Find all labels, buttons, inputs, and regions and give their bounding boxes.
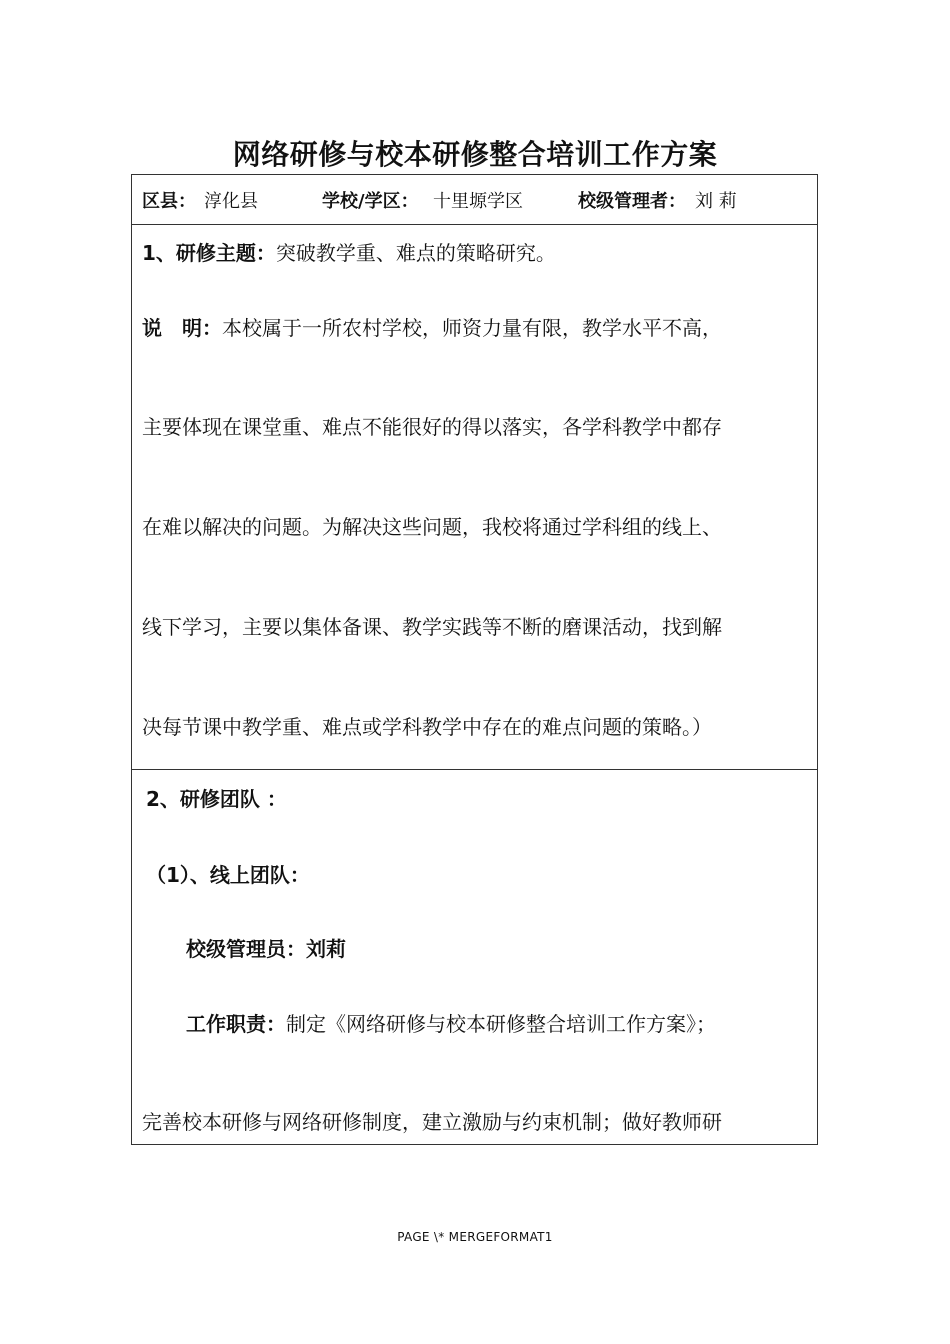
- team-heading: 2、研修团队 ：: [146, 787, 287, 811]
- theme-label: 1、研修主题：: [142, 241, 276, 265]
- theme-line: [142, 241, 556, 265]
- manager-label: 校级管理者：: [578, 191, 686, 212]
- note-line-4: 线下学习，主要以集体备课、教学实践等不断的磨课活动，找到解: [142, 615, 722, 639]
- school-label: 学校/学区：: [322, 191, 419, 212]
- note-label: 说 明：: [142, 316, 222, 340]
- admin-line: 校级管理员：刘莉: [186, 937, 346, 961]
- page-footer: PAGE \* MERGEFORMAT1: [397, 1230, 553, 1244]
- header-row-divider: [132, 224, 817, 225]
- duty-first: 制定《网络研修与校本研修整合培训工作方案》；: [286, 1012, 716, 1036]
- theme-value: 突破教学重、难点的策略研究。: [275, 241, 556, 265]
- duty-label: 工作职责：: [186, 1012, 286, 1036]
- note-line: [142, 316, 722, 340]
- plan-table: [131, 174, 818, 1145]
- duty-line: [186, 1012, 716, 1036]
- school-value: 十里塬学区: [433, 191, 523, 212]
- page-title: 网络研修与校本研修整合培训工作方案: [232, 138, 718, 171]
- online-team-heading: （1）、线上团队：: [146, 863, 310, 887]
- section-divider: [132, 769, 817, 770]
- note-first: 本校属于一所农村学校，师资力量有限，教学水平不高，: [222, 316, 722, 340]
- duty-line-2: 完善校本研修与网络研修制度，建立激励与约束机制；做好教师研: [142, 1110, 722, 1134]
- county-value: 淳化县: [204, 191, 258, 212]
- county-label: 区县：: [142, 191, 196, 212]
- note-line-2: 主要体现在课堂重、难点不能很好的得以落实，各学科教学中都存: [142, 415, 722, 439]
- manager-value: 刘 莉: [695, 191, 737, 212]
- note-line-5: 决每节课中教学重、难点或学科教学中存在的难点问题的策略。）: [142, 715, 712, 739]
- note-line-3: 在难以解决的问题。为解决这些问题，我校将通过学科组的线上、: [142, 515, 722, 539]
